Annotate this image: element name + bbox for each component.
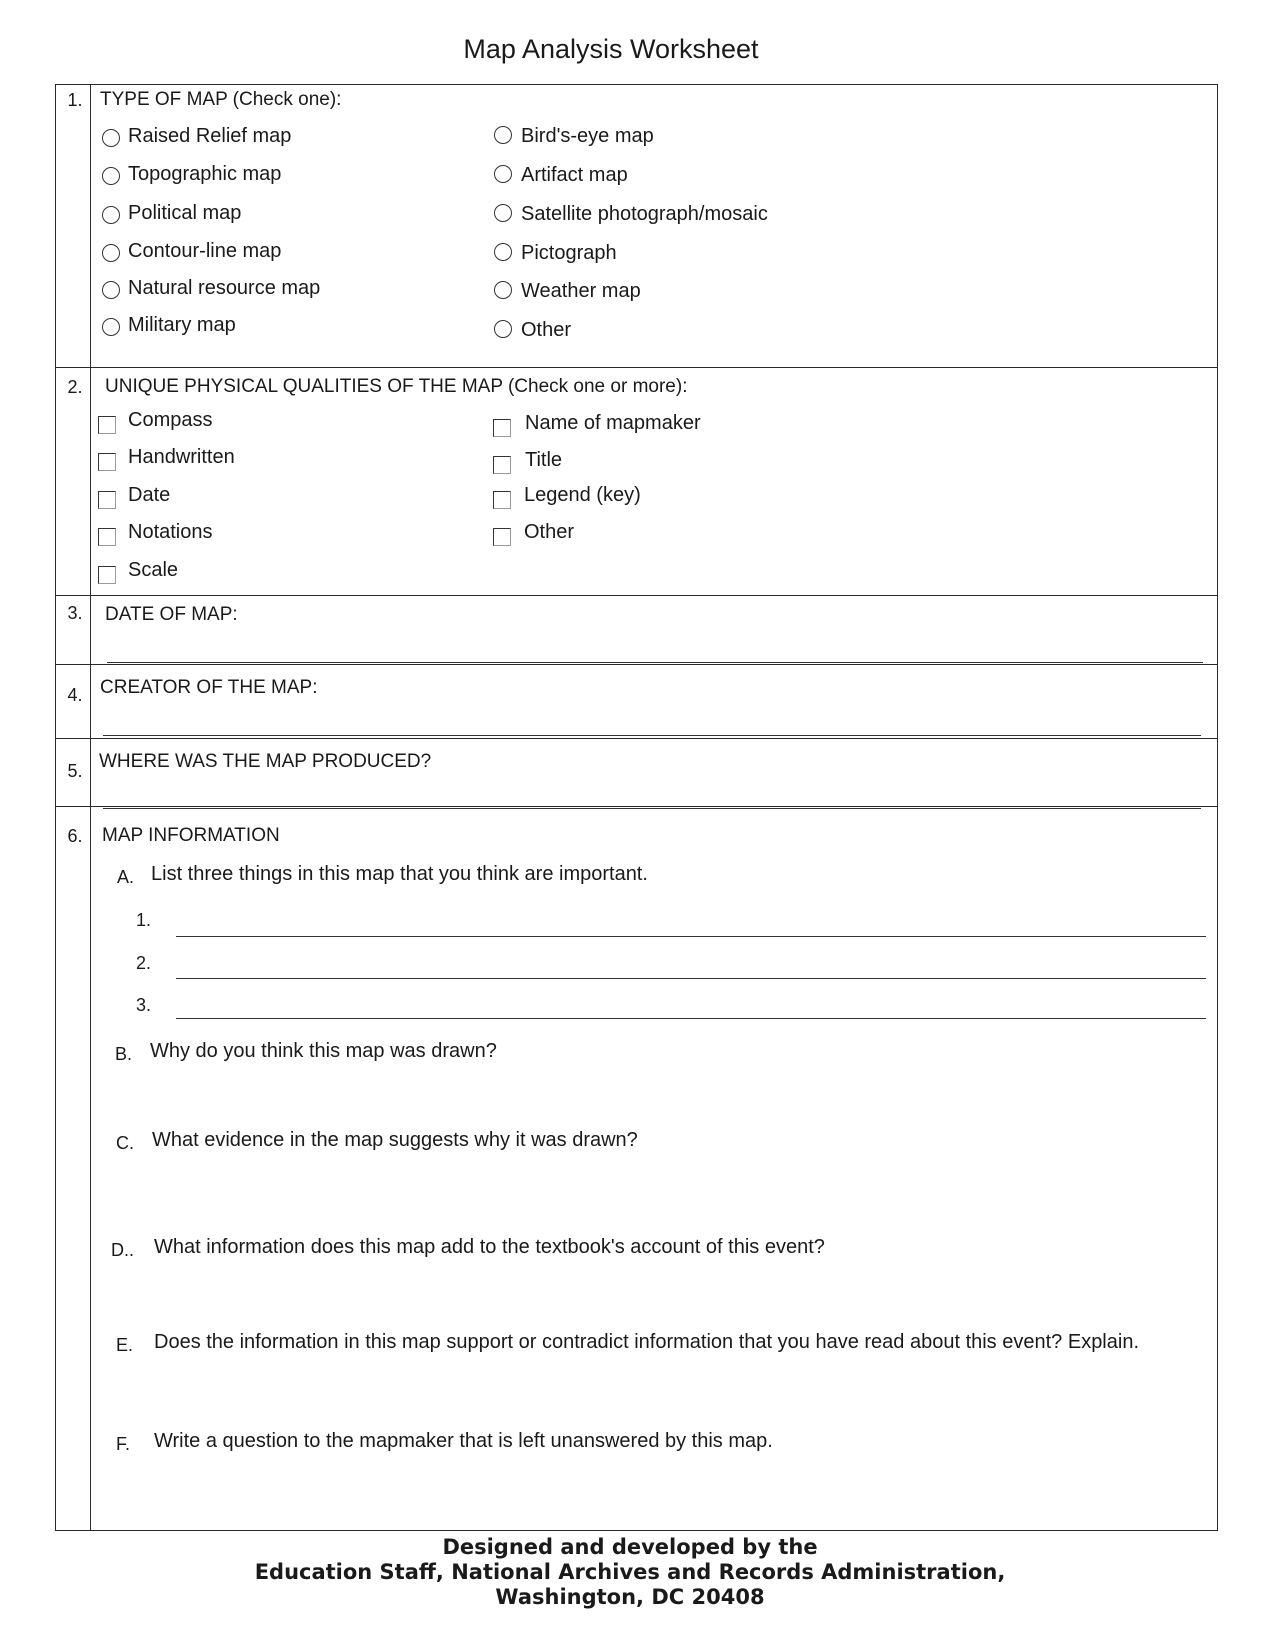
answer-line[interactable] — [176, 1018, 1206, 1019]
section-divider — [55, 738, 1218, 739]
section-heading: MAP INFORMATION — [102, 825, 280, 846]
radio-button[interactable] — [102, 281, 120, 299]
footer-line: Washington, DC 20408 — [495, 1585, 765, 1609]
section-number: 1. — [67, 90, 83, 110]
section-number: 6. — [67, 826, 83, 846]
section-heading: DATE OF MAP: — [105, 604, 238, 625]
radio-button[interactable] — [102, 206, 120, 224]
radio-button[interactable] — [102, 167, 120, 185]
list-number: 2. — [136, 953, 152, 973]
section-heading: TYPE OF MAP (Check one): — [100, 89, 342, 110]
question-label: E. — [116, 1335, 134, 1355]
question-label: A. — [117, 867, 135, 887]
radio-label: Artifact map — [521, 164, 628, 186]
checkbox-label: Other — [524, 521, 575, 543]
question-label: F. — [116, 1434, 131, 1454]
radio-button[interactable] — [102, 244, 120, 262]
section-heading: UNIQUE PHYSICAL QUALITIES OF THE MAP (Check one or more): — [105, 376, 688, 397]
section-heading: CREATOR OF THE MAP: — [100, 677, 318, 698]
question-text: What evidence in the map suggests why it was drawn? — [152, 1129, 638, 1151]
section-number: 5. — [67, 761, 83, 781]
radio-label: Military map — [128, 314, 236, 336]
checkbox[interactable] — [98, 528, 116, 546]
radio-button[interactable] — [102, 129, 120, 147]
answer-line[interactable] — [176, 936, 1206, 937]
section-number: 2. — [67, 377, 83, 397]
checkbox[interactable] — [98, 416, 116, 434]
checkbox-label: Notations — [128, 521, 213, 543]
checkbox[interactable] — [493, 419, 511, 437]
section-number: 3. — [67, 603, 83, 623]
answer-line[interactable] — [176, 978, 1206, 979]
question-text: Why do you think this map was drawn? — [150, 1040, 497, 1062]
question-label: D.. — [111, 1240, 135, 1260]
list-number: 1. — [136, 910, 152, 930]
checkbox[interactable] — [493, 528, 511, 546]
footer-credit — [0, 1535, 1260, 1610]
checkbox[interactable] — [98, 566, 116, 584]
number-column-divider — [90, 84, 91, 1531]
radio-button[interactable] — [494, 126, 512, 144]
radio-label: Raised Relief map — [128, 125, 292, 147]
answer-line[interactable] — [107, 662, 1203, 663]
radio-label: Topographic map — [128, 163, 282, 185]
answer-line[interactable] — [103, 808, 1201, 809]
checkbox-label: Date — [128, 484, 171, 506]
radio-label: Satellite photograph/mosaic — [521, 203, 768, 225]
section-divider — [55, 367, 1218, 368]
list-number: 3. — [136, 995, 152, 1015]
question-label: B. — [115, 1044, 133, 1064]
footer-line: Education Staff, National Archives and Records Administration, — [254, 1560, 1006, 1584]
radio-button[interactable] — [494, 204, 512, 222]
radio-button[interactable] — [494, 281, 512, 299]
question-text: What information does this map add to the textbook's account of this event? — [154, 1236, 825, 1258]
radio-label: Contour-line map — [128, 240, 282, 262]
checkbox[interactable] — [493, 491, 511, 509]
footer-line: Designed and developed by the — [442, 1535, 818, 1559]
question-label: C. — [116, 1133, 134, 1153]
checkbox[interactable] — [493, 456, 511, 474]
radio-button[interactable] — [494, 165, 512, 183]
checkbox-label: Handwritten — [128, 446, 235, 468]
section-divider — [55, 595, 1218, 596]
checkbox-label: Scale — [128, 559, 179, 581]
radio-button[interactable] — [102, 318, 120, 336]
checkbox-label: Legend (key) — [524, 484, 641, 506]
radio-label: Natural resource map — [128, 277, 321, 299]
question-text: Write a question to the mapmaker that is left unanswered by this map. — [154, 1430, 773, 1452]
answer-line[interactable] — [103, 735, 1201, 736]
checkbox-label: Name of mapmaker — [525, 412, 701, 434]
section-divider — [55, 664, 1218, 665]
radio-label: Bird's-eye map — [521, 125, 654, 147]
section-divider — [55, 806, 1218, 807]
question-text: Does the information in this map support or contradict information that you have read about this event? Explain. — [154, 1331, 1139, 1353]
radio-label: Pictograph — [521, 242, 617, 264]
checkbox-label: Title — [525, 449, 563, 471]
page-title: Map Analysis Worksheet — [463, 34, 759, 64]
section-number: 4. — [67, 685, 83, 705]
radio-button[interactable] — [494, 243, 512, 261]
checkbox[interactable] — [98, 491, 116, 509]
section-heading: WHERE WAS THE MAP PRODUCED? — [99, 751, 432, 772]
checkbox[interactable] — [98, 453, 116, 471]
question-text: List three things in this map that you think are important. — [151, 863, 648, 885]
radio-button[interactable] — [494, 320, 512, 338]
radio-label: Political map — [128, 202, 242, 224]
checkbox-label: Compass — [128, 409, 213, 431]
radio-label: Other — [521, 319, 572, 341]
radio-label: Weather map — [521, 280, 641, 302]
